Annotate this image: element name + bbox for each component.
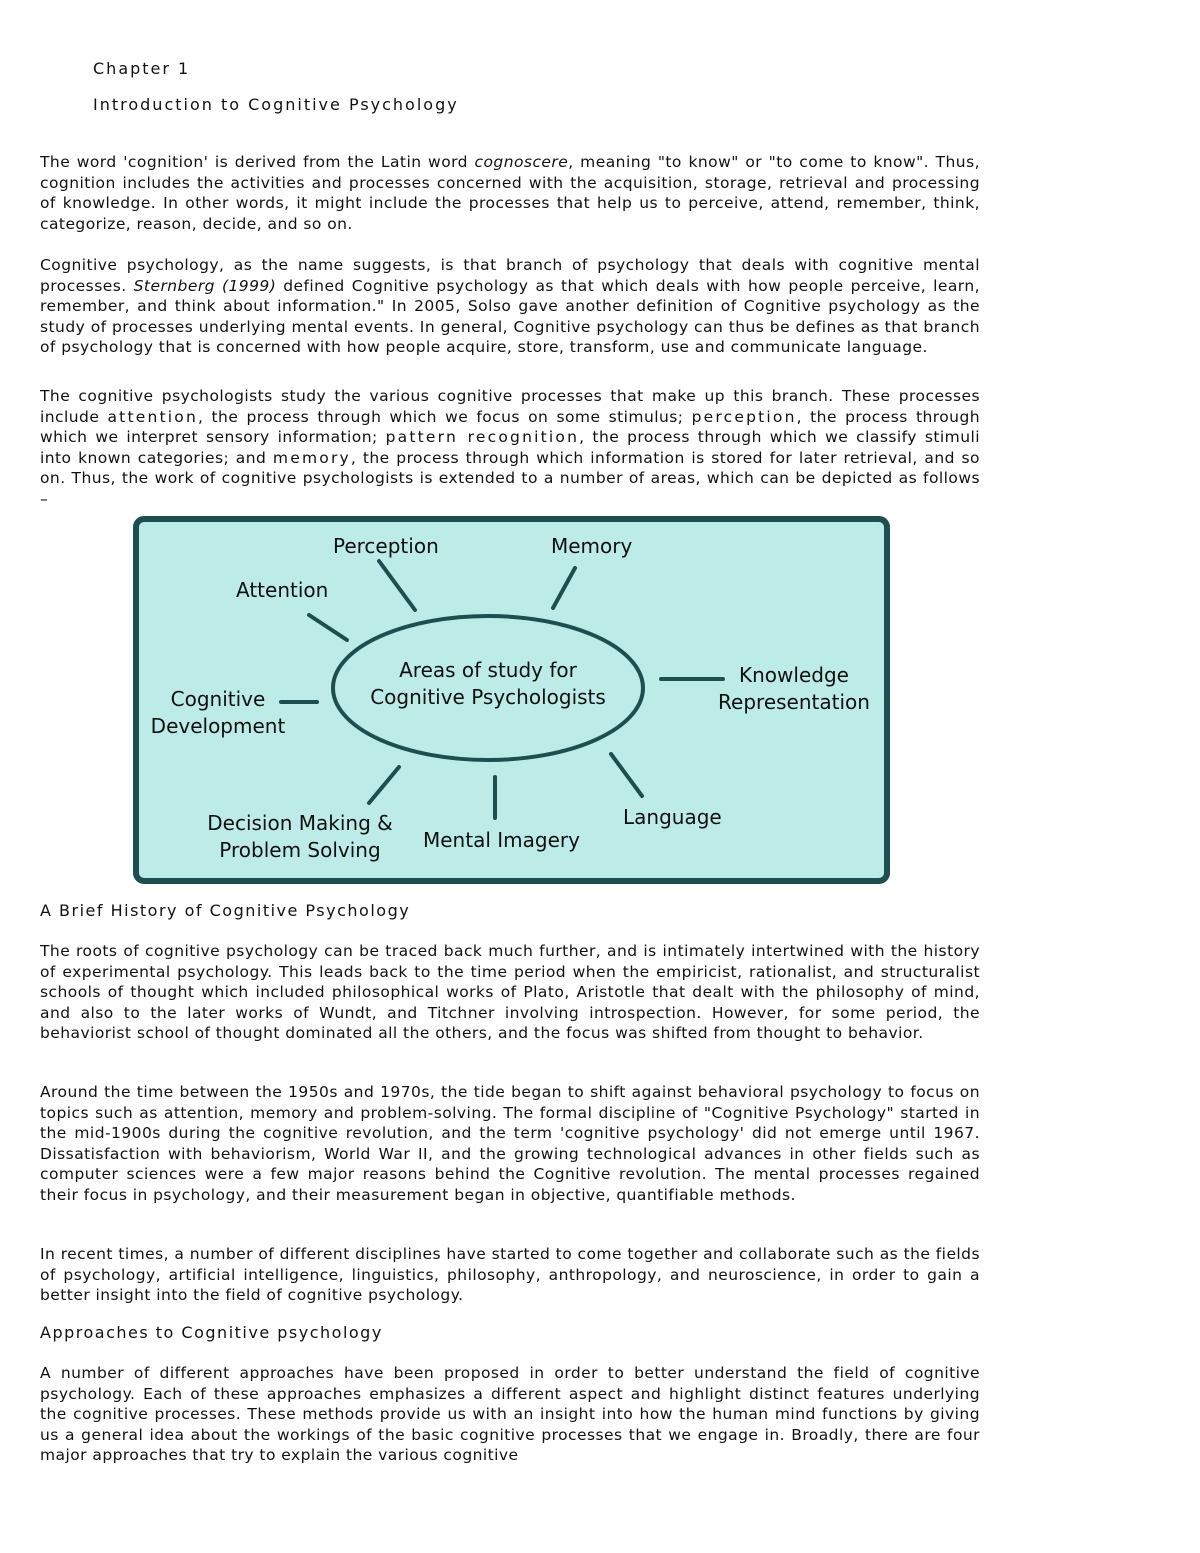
- knowledge-line-1: Knowledge: [739, 663, 849, 687]
- label-language: Language: [623, 805, 722, 829]
- decision-making-line-1: Decision Making &: [207, 811, 393, 835]
- history-heading: A Brief History of Cognitive Psychology: [40, 901, 411, 920]
- label-memory: Memory: [551, 534, 633, 558]
- paragraph-recent-times: In recent times, a number of different disciplines have started to come together and collaborate such as the fields of psychology, artificial intelligence, linguistics, philosophy, anthropology, and neuroscience, in order to gain a better insight into the field of cognitive psychology.: [40, 1245, 980, 1305]
- label-decision-making: [199, 810, 401, 864]
- center-label-line-2: Cognitive Psychologists: [370, 685, 606, 709]
- decision-making-line-2: Problem Solving: [219, 838, 381, 862]
- chapter-title: Introduction to Cognitive Psychology: [93, 95, 459, 114]
- paragraph-approaches: A number of different approaches have been proposed in order to better understand the field of cognitive psychology. Each of these approaches emphasizes a different aspect and highlight distinct features underlying the cognitive processes. These methods provide us with an insight into how the human mind functions by giving us a general idea about the workings of the basic cognitive processes that we engage in. Broadly, there are four major approaches that try to explain the various cognitive: [40, 1364, 980, 1465]
- cognitive-development-line-1: Cognitive: [170, 687, 266, 711]
- cognitive-development-line-2: Development: [150, 714, 286, 738]
- chapter-number: Chapter 1: [93, 59, 191, 78]
- label-perception: Perception: [333, 534, 439, 558]
- paragraph-cognitive-revolution: Around the time between the 1950s and 1970s, the tide began to shift against behavioral psychology to focus on topics such as attention, memory and problem-solving. The formal discipline of "Cognitive Psychology" started in the mid-1900s during the cognitive revolution, and the term 'cognitive psychology' did not emerge until 1967. Dissatisfaction with behaviorism, World War II, and the growing technological advances in other fields such as computer sciences were a few major reasons behind the Cognitive revolution. The mental processes regained their focus in psychology, and their measurement began in objective, quantifiable methods.: [40, 1083, 980, 1204]
- label-mental-imagery: Mental Imagery: [423, 828, 580, 852]
- knowledge-line-2: Representation: [718, 690, 870, 714]
- areas-of-study-diagram: [133, 516, 890, 884]
- diagram-center-label: [363, 657, 613, 711]
- label-knowledge-representation: [711, 662, 877, 716]
- label-cognitive-development: [145, 686, 291, 740]
- paragraph-cognitive-processes: The cognitive psychologists study the various cognitive processes that make up this branch. These processes include attention, the process through which we focus on some stimulus; perception, the process through which we interpret sensory information; pattern recognition, the process through which we classify stimuli into known categories; and memory, the process through which information is stored for later retrieval, and so on. Thus, the work of cognitive psychologists is extended to a number of areas, which can be depicted as follows –: [40, 387, 981, 508]
- center-label-line-1: Areas of study for: [399, 658, 577, 682]
- label-attention: Attention: [236, 578, 329, 602]
- paragraph-cognitive-psychology: Cognitive psychology, as the name suggests, is that branch of psychology that deals with cognitive mental processes. Sternberg (1999) defined Cognitive psychology as that which deals with how people perceive, learn, remember, and think about information." In 2005, Solso gave another definition of Cognitive psychology as the study of processes underlying mental events. In general, Cognitive psychology can thus be defines as that branch of psychology that is concerned with how people acquire, store, transform, use and communicate language.: [40, 256, 980, 357]
- paragraph-cognition-definition: The word 'cognition' is derived from the Latin word cognoscere, meaning "to know" or "to come to know". Thus, cognition includes the activities and processes concerned with the acquisition, storage, retrieval and processing of knowledge. In other words, it might include the processes that help us to perceive, attend, remember, think, categorize, reason, decide, and so on.: [40, 153, 980, 233]
- paragraph-history-roots: The roots of cognitive psychology can be traced back much further, and is intimately intertwined with the history of experimental psychology. This leads back to the time period when the empiricist, rationalist, and structuralist schools of thought which included philosophical works of Plato, Aristotle that dealt with the philosophy of mind, and also to the later works of Wundt, and Titchner involving introspection. However, for some period, the behaviorist school of thought dominated all the others, and the focus was shifted from thought to behavior.: [40, 942, 980, 1043]
- approaches-heading: Approaches to Cognitive psychology: [40, 1323, 383, 1342]
